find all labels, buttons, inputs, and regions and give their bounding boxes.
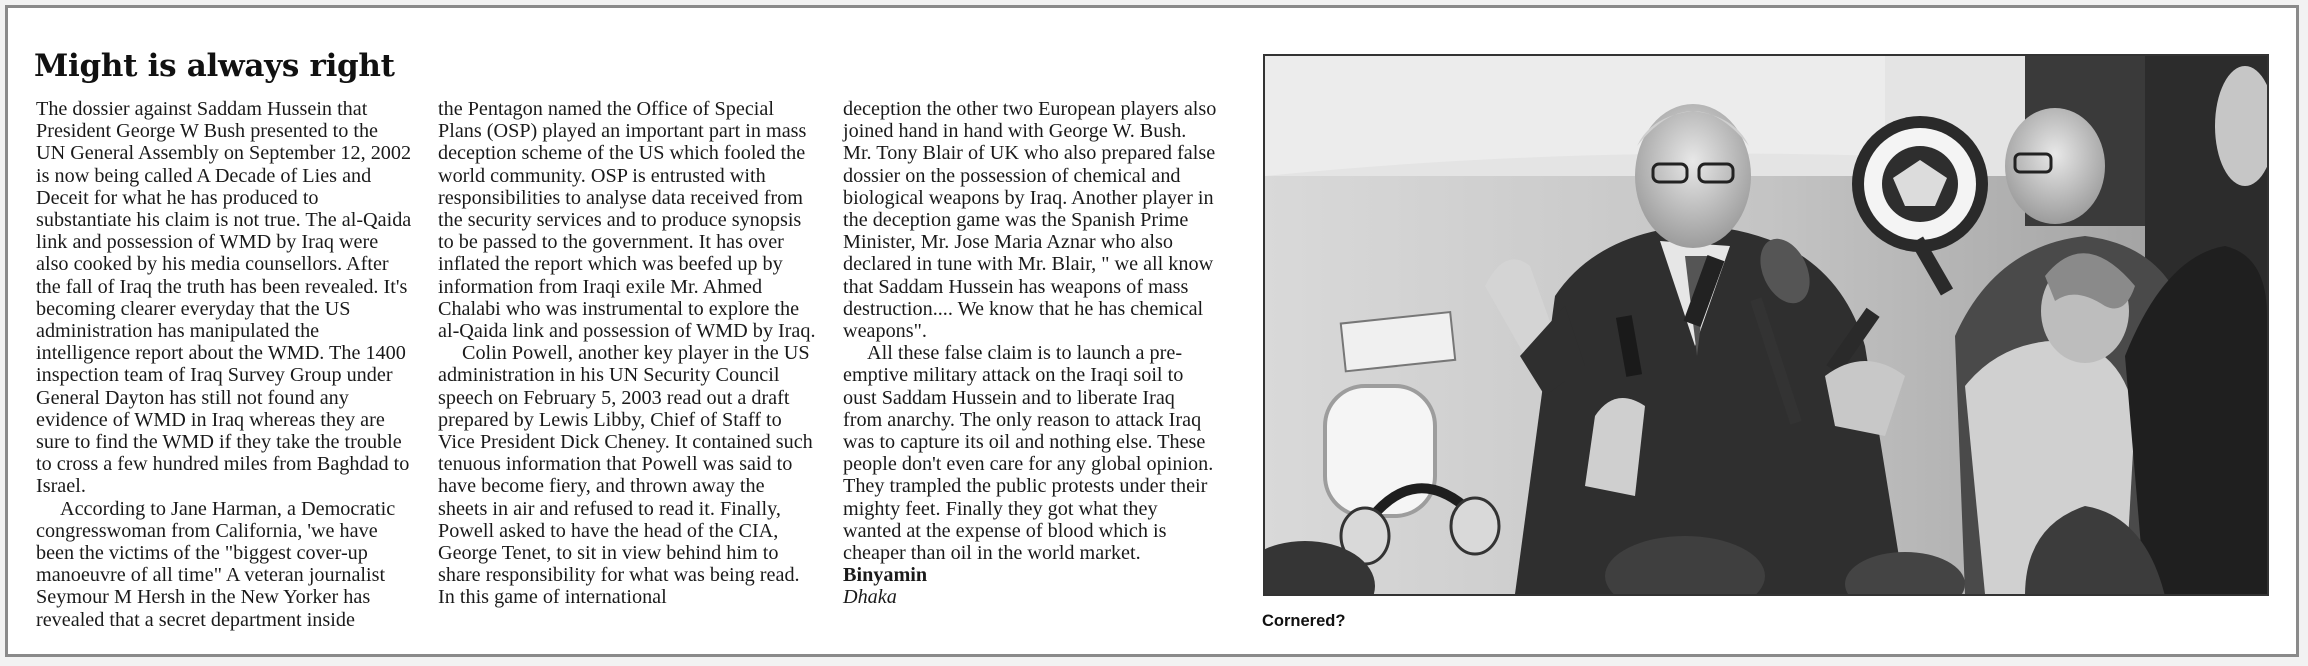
news-photo: [1263, 54, 2269, 596]
author-location: Dhaka: [843, 586, 897, 609]
photo-caption: Cornered?: [1262, 612, 1346, 630]
text-column-1: [36, 98, 412, 631]
author-name: Binyamin: [843, 564, 928, 587]
text-column-3: [843, 98, 1217, 609]
defense-seal: [1852, 116, 1988, 252]
press-scrum-photo: [1265, 56, 2267, 594]
paragraph: deception the other two European players also joined hand in hand with George W. Bush. Mr. Tony Blair of UK who also prepared false dossier on the possession of chemical and biological weapons by Iraq. Another player in the deception game was the Spanish Prime Minister, Mr. Jose Maria Aznar who also declared in tune with Mr. Blair, " we all know that Saddam Hussein has weapons of mass destruction.... We know that he has chemical weapons".: [843, 98, 1217, 343]
paragraph: According to Jane Harman, a Democratic congresswoman from California, 'we have been the victims of the "biggest cover-up manoeuvre of all time" A veteran journalist Seymour M Hersh in the New Yorker has revealed that a secret department inside: [36, 497, 396, 631]
text-column-2: [438, 98, 816, 609]
headline: Might is always right: [34, 48, 395, 84]
paragraph: The dossier against Saddam Hussein that President George W Bush presented to the UN General Assembly on September 12, 2002 is now being called A Decade of Lies and Deceit for what he has produced to substantiate his claim is not true. The al-Qaida link and possession of WMD by Iraq were also cooked by his media counsellors. After the fall of Iraq the truth has been revealed. It's becoming clearer everyday that the US administration has manipulated the intelligence report about the WMD. The 1400 inspection team of Iraq Survey Group under General Dayton has still not found any evidence of WMD in Iraq whereas they are sure to find the WMD if they take the trouble to cross a few hundred miles from Baghdad to Israel.: [36, 98, 412, 498]
paragraph: Colin Powell, another key player in the US administration in his UN Security Council speech on February 5, 2003 read out a draft prepared by Lewis Libby, Chief of Staff to Vice President Dick Cheney. It contained such tenuous information that Powell was said to have become fiery, and thrown away the sheets in air and refused to read it. Finally, Powell asked to have the head of the CIA, George Tenet, to sit in view behind him to share responsibility for what was being read. In this game of international: [438, 342, 813, 609]
paragraph: the Pentagon named the Office of Special Plans (OSP) played an important part in mass deception scheme of the US which fooled the world community. OSP is entrusted with responsibilities to analyse data received from the security services and to produce synopsis to be passed to the government. It has over inflated the report which was beefed up by information from Iraqi exile Mr. Ahmed Chalabi who was instrumental to explore the al-Qaida link and possession of WMD by Iraq.: [438, 98, 816, 343]
paragraph: All these false claim is to launch a pre-emptive military attack on the Iraqi soil to oust Saddam Hussein and to liberate Iraq from anarchy. The only reason to attack Iraq was to capture its oil and nothing else. These people don't even care for any global opinion. They trampled the public protests under their mighty feet. Finally they got what they wanted at the expense of blood which is cheaper than oil in the world market.: [843, 342, 1214, 565]
